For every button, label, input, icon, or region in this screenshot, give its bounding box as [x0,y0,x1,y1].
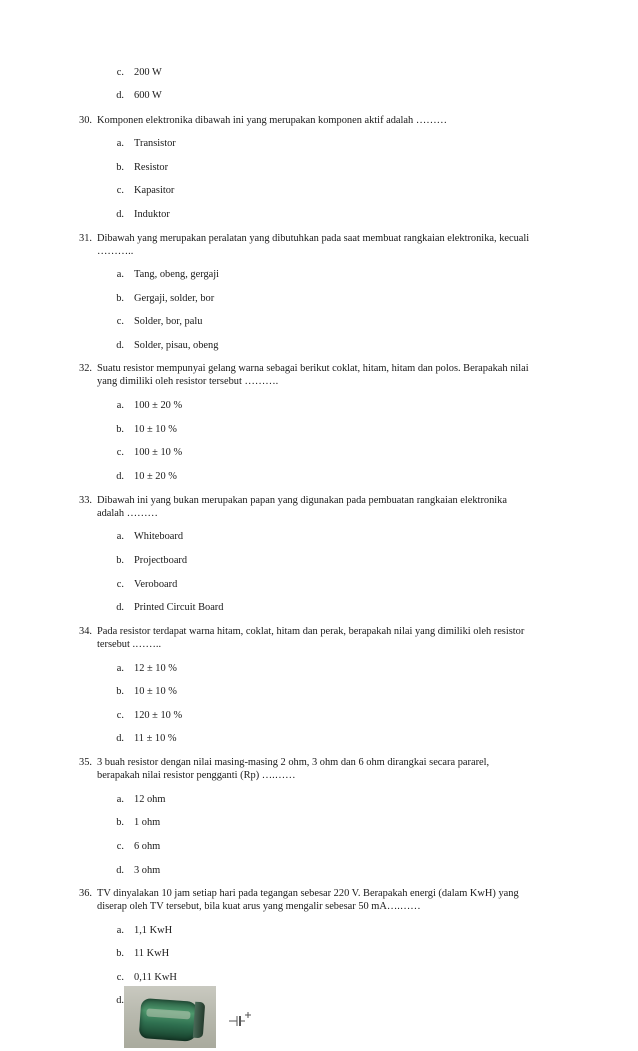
option-letter: a. [116,400,124,411]
capacitor-body [139,998,200,1042]
option-text: Whiteboard [134,531,184,542]
option-letter: d. [116,471,124,482]
question-text: ……….. [97,246,134,257]
option-letter: c. [116,579,124,590]
question-number: 31. [79,233,92,244]
option-text: 0,11 KwH [134,972,177,983]
option-letter: c. [116,710,124,721]
option-letter: c. [116,316,124,327]
option-text: 120 ± 10 % [134,710,183,721]
question-number: 30. [79,115,92,126]
option-letter: a. [116,531,124,542]
question-text: diserap oleh TV tersebut, bila kuat arus yang mengalir sebesar 50 mA….…… [97,901,421,912]
option-text: 11 ± 10 % [134,733,177,744]
option-letter: a. [116,663,124,674]
option-text: 1 ohm [134,817,161,828]
question-text: adalah ……… [97,508,158,519]
option-letter: c. [116,841,124,852]
option-text: Solder, bor, palu [134,316,203,327]
option-letter: d. [116,209,124,220]
option-letter: b. [116,424,124,435]
question-number: 36. [79,888,92,899]
option-text: 10 ± 10 % [134,686,177,697]
option-letter: d. [116,340,124,351]
option-letter: a. [116,925,124,936]
option-text: 100 ± 20 % [134,400,183,411]
question-text: Komponen elektronika dibawah ini yang merupakan komponen aktif adalah ……… [97,115,448,126]
option-letter: d. [116,733,124,744]
option-text: 12 ± 10 % [134,663,177,674]
option-letter: b. [116,817,124,828]
question-number: 32. [79,363,92,374]
option-text: 11 KwH [134,948,170,959]
option-letter: c. [116,185,124,196]
option-text: 6 ohm [134,841,161,852]
question-text: berapakah nilai resistor pengganti (Rp) ….…… [97,770,296,781]
option-text: 1,1 KwH [134,925,173,936]
question-text: Pada resistor terdapat warna hitam, coklat, hitam dan perak, berapakah nilai yang dimiliki oleh resistor [97,626,525,637]
option-letter: c. [116,972,124,983]
question-text: Suatu resistor mempunyai gelang warna sebagai berikut coklat, hitam, hitam dan polos. Berapakah nilai [97,363,529,374]
option-text: Transistor [134,138,176,149]
option-letter: d. [116,995,124,1006]
option-letter: b. [116,555,124,566]
option-text: 10 ± 20 % [134,471,177,482]
option-letter: b. [116,948,124,959]
question-text: yang dimiliki oleh resistor tersebut ………. [97,376,279,387]
option-text: Projectboard [134,555,188,566]
question-text: Dibawah yang merupakan peralatan yang dibutuhkan pada saat membuat rangkaian elektronika, kecuali [97,233,530,244]
option-letter: a. [116,138,124,149]
option-letter: d. [116,602,124,613]
question-number: 35. [79,757,92,768]
option-text: 12 ohm [134,794,166,805]
option-text: 10 ± 10 % [134,424,177,435]
option-text: Gergaji, solder, bor [134,293,215,304]
option-letter: b. [116,162,124,173]
capacitor-photo [124,986,216,1048]
option-text: 3 ohm [134,865,161,876]
option-letter: b. [116,293,124,304]
option-letter: d. [116,90,124,101]
question-text: tersebut .…….. [97,639,162,650]
question-text: Dibawah ini yang bukan merupakan papan yang digunakan pada pembuatan rangkaian elektronika [97,495,507,506]
option-letter: d. [116,865,124,876]
option-text: 600 W [134,90,162,101]
option-letter: c. [116,67,124,78]
option-text: Solder, pisau, obeng [134,340,219,351]
option-text: Kapasitor [134,185,175,196]
question-text: TV dinyalakan 10 jam setiap hari pada tegangan sebesar 220 V. Berapakah energi (dalam KwH) yang [97,888,519,899]
option-letter: a. [116,269,124,280]
capacitor-symbol-icon [229,1012,253,1028]
capacitor-lead-end [193,1002,205,1039]
option-text: Tang, obeng, gergaji [134,269,220,280]
option-text: 100 ± 10 % [134,447,183,458]
question-text: 3 buah resistor dengan nilai masing-masing 2 ohm, 3 ohm dan 6 ohm dirangkai secara pararel, [97,757,490,768]
option-letter: c. [116,447,124,458]
option-letter: a. [116,794,124,805]
option-letter: b. [116,686,124,697]
option-text: 200 W [134,67,162,78]
option-text: Veroboard [134,579,178,590]
question-number: 33. [79,495,92,506]
option-text: Induktor [134,209,170,220]
option-text: Printed Circuit Board [134,602,224,613]
question-number: 34. [79,626,92,637]
option-text: Resistor [134,162,169,173]
